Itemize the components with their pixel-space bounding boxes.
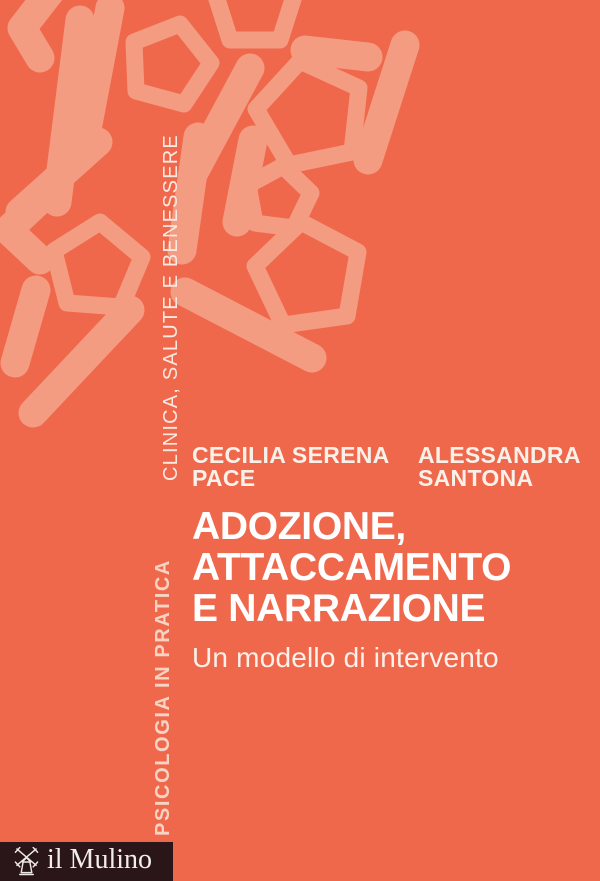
- capsule-shape: [22, 0, 50, 58]
- windmill-icon: [13, 847, 40, 876]
- book-title: [192, 506, 511, 629]
- series-title-vertical: PSICOLOGIA IN PRATICA: [152, 559, 174, 836]
- capsule-shape: [305, 50, 368, 57]
- author-2-line-1: ALESSANDRA: [418, 442, 581, 468]
- capsule-shape: [182, 137, 198, 250]
- book-subtitle: Un modello di intervento: [192, 642, 499, 673]
- capsule-shape: [33, 310, 130, 413]
- pentagon-shape: [256, 61, 359, 165]
- pentagon-shape: [255, 222, 358, 325]
- category-title-vertical: CLINICA, SALUTE E BENESSERE: [160, 134, 182, 481]
- publisher-name: il Mulino: [47, 844, 153, 875]
- author-name-2: [418, 444, 581, 490]
- capsule-shape: [8, 198, 42, 260]
- author-1-line-1: CECILIA SERENA: [192, 442, 390, 468]
- pentagon-shape: [215, 0, 295, 40]
- capsule-shape: [15, 290, 36, 363]
- title-line-3: E NARRAZIONE: [192, 587, 486, 630]
- title-line-2: ATTACCAMENTO: [192, 546, 512, 589]
- pentagon-shape: [134, 24, 211, 104]
- author-1-line-2: PACE: [192, 465, 256, 491]
- author-name-1: [192, 444, 390, 490]
- publisher-logo: [0, 842, 173, 881]
- author-2-line-2: SANTONA: [418, 465, 534, 491]
- pentagon-shape: [54, 222, 142, 307]
- title-line-1: ADOZIONE,: [192, 505, 406, 548]
